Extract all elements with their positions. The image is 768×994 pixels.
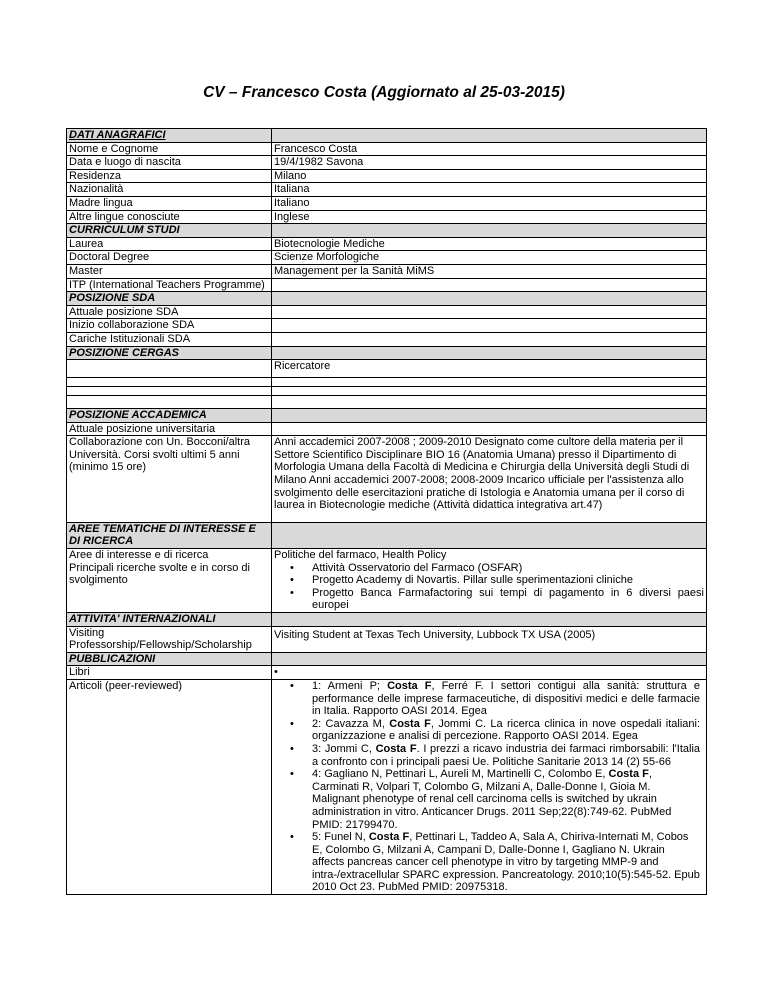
row-value: Francesco Costa <box>272 142 707 156</box>
table-row <box>67 436 707 523</box>
table-row <box>67 210 707 224</box>
row-label: Doctoral Degree <box>67 251 272 265</box>
row-label: Aree di interesse e di ricerca <box>69 549 209 562</box>
row-label: Attuale posizione universitaria <box>67 422 272 436</box>
section-curriculum <box>67 224 707 238</box>
row-value: Milano <box>272 169 707 183</box>
section-header: CURRICULUM STUDI <box>67 224 272 238</box>
row-label: Visiting Professorship/Fellowship/Scholarship <box>67 626 272 652</box>
row-label: Articoli (peer-reviewed) <box>67 679 272 894</box>
row-value: Italiano <box>272 196 707 210</box>
row-value: Ricercatore <box>272 360 707 378</box>
section-cergas <box>67 346 707 360</box>
row-value <box>272 278 707 292</box>
table-row <box>67 332 707 346</box>
table-row <box>67 156 707 170</box>
list-item: • Attività Osservatorio del Farmaco (OSFAR) <box>312 562 704 575</box>
section-sda <box>67 292 707 306</box>
row-label: Master <box>67 264 272 278</box>
section-header: PUBBLICAZIONI <box>67 652 272 666</box>
table-row <box>67 237 707 251</box>
list-item: • Progetto Banca Farmafactoring sui tempi di pagamento in 6 diversi paesi europei <box>312 587 704 612</box>
list-item: • 2: Cavazza M, Costa F, Jommi C. La ricerca clinica in nove ospedali italiani: organizzazione e analisi di percezione. Rapporto OASI 2014. Egea <box>312 718 700 743</box>
section-header: AREE TEMATICHE DI INTERESSE E DI RICERCA <box>67 522 272 548</box>
row-label: Collaborazione con Un. Bocconi/altra Università. Corsi svolti ultimi 5 anni (minimo 15 ore) <box>67 436 272 523</box>
row-label: Libri <box>67 666 272 680</box>
list-item: • 1: Armeni P; Costa F, Ferré F. I settori contigui alla sanità: struttura e performance delle imprese farmaceutiche, di dispositivi medici e delle farmacie in Italia. Rapporto OASI 2014. Egea <box>312 680 700 718</box>
list-item: • Progetto Academy di Novartis. Pillar sulle sperimentazioni cliniche <box>312 574 704 587</box>
section-header: DATI ANAGRAFICI <box>67 129 272 143</box>
list-item: • 5: Funel N, Costa F, Pettinari L, Taddeo A, Sala A, Chiriva-Internati M, Cobos E, Colombo G, Milzani A, Campani D, Dalle-Donne I, Gagliano N. Ukrain affects pancreas cancer cell phenotype in vitro by targeting MMP-9 and intra-/extracellular SPARC expression. Pancreatology. 2010;10(5):545-52. Epub 2010 Oct 23. PubMed PMID: 20975318. <box>312 831 700 894</box>
row-label: Attuale posizione SDA <box>67 305 272 319</box>
row-label: Nazionalità <box>67 183 272 197</box>
table-row <box>67 196 707 210</box>
row-label: Laurea <box>67 237 272 251</box>
row-value <box>272 679 707 894</box>
row-value: Visiting Student at Texas Tech University, Lubbock TX USA (2005) <box>272 626 707 652</box>
table-row <box>67 305 707 319</box>
row-value <box>272 549 707 613</box>
row-value: Anni accademici 2007-2008 ; 2009-2010 Designato come cultore della materia per il Settore Scientifico Disciplinare BIO 16 (Anatomia Umana) presso il Dipartimento di Morfologia Umana della Facoltà di Medicina e Chirurgia della Università degli Studi di Milano Anni accademici 2007-2008; 2008-2009 Incarico ufficiale per l'assistenza allo svolgimento delle esercitazioni pratiche di Istologia e Anatomia umana per il corso di laurea in Biotecnologie mediche (Attività didattica integrativa art.47) <box>272 436 707 523</box>
row-value: Scienze Morfologiche <box>272 251 707 265</box>
row-label: Data e luogo di nascita <box>67 156 272 170</box>
row-value <box>272 332 707 346</box>
table-row <box>67 679 707 894</box>
table-row <box>67 378 707 387</box>
row-value: Management per la Sanità MiMS <box>272 264 707 278</box>
table-row <box>67 666 707 680</box>
row-label: ITP (International Teachers Programme) <box>67 278 272 292</box>
row-value: Italiana <box>272 183 707 197</box>
page-title: CV – Francesco Costa (Aggiornato al 25-03-2015) <box>203 84 565 101</box>
table-row <box>67 396 707 409</box>
section-anagrafici <box>67 129 707 143</box>
table-row <box>67 251 707 265</box>
section-accademica <box>67 409 707 423</box>
section-pubblicazioni <box>67 652 707 666</box>
section-internazionali <box>67 613 707 627</box>
table-row <box>67 142 707 156</box>
table-row <box>67 422 707 436</box>
table-row <box>67 360 707 378</box>
table-row <box>67 183 707 197</box>
row-value: Biotecnologie Mediche <box>272 237 707 251</box>
row-label: Residenza <box>67 169 272 183</box>
row-label: Altre lingue conosciute <box>67 210 272 224</box>
table-row <box>67 264 707 278</box>
row-label: Nome e Cognome <box>67 142 272 156</box>
section-header: ATTIVITA' INTERNAZIONALI <box>67 613 272 627</box>
empty-bullet <box>296 666 704 679</box>
articles-list <box>274 680 704 894</box>
section-aree <box>67 522 707 548</box>
row-label: Principali ricerche svolte e in corso di svolgimento <box>69 561 250 587</box>
section-header: POSIZIONE ACCADEMICA <box>67 409 272 423</box>
list-item: • 4: Gagliano N, Pettinari L, Aureli M, Martinelli C, Colombo E, Costa F, Carminati R, Volpari T, Colombo G, Milzani A, Dalle-Donne I, Gioia M. Malignant phenotype of renal cell carcinoma cells is switched by ukrain administration in vitro. Anticancer Drugs. 2011 Sep;22(8):749-62. PubMed PMID: 21799470. <box>312 768 700 831</box>
row-value: Inglese <box>272 210 707 224</box>
row-label-group <box>67 549 272 613</box>
table-row <box>67 319 707 333</box>
list-item: • 3: Jommi C, Costa F. I prezzi a ricavo industria dei farmaci rimborsabili: l'Italia a confronto con i principali paesi Ue. Politiche Sanitarie 2013 14 (2) 55-66 <box>312 743 700 768</box>
research-list <box>274 562 704 612</box>
row-value <box>272 319 707 333</box>
section-header: POSIZIONE CERGAS <box>67 346 272 360</box>
table-row <box>67 626 707 652</box>
table-row <box>67 278 707 292</box>
cv-table <box>66 128 707 895</box>
row-value <box>272 305 707 319</box>
table-row <box>67 387 707 396</box>
research-intro: Politiche del farmaco, Health Policy <box>274 549 447 562</box>
row-label: Cariche Istituzionali SDA <box>67 332 272 346</box>
table-row <box>67 549 707 613</box>
table-row <box>67 169 707 183</box>
row-value <box>272 666 707 680</box>
row-label: Madre lingua <box>67 196 272 210</box>
row-value: 19/4/1982 Savona <box>272 156 707 170</box>
row-label: Inizio collaborazione SDA <box>67 319 272 333</box>
section-header: POSIZIONE SDA <box>67 292 272 306</box>
